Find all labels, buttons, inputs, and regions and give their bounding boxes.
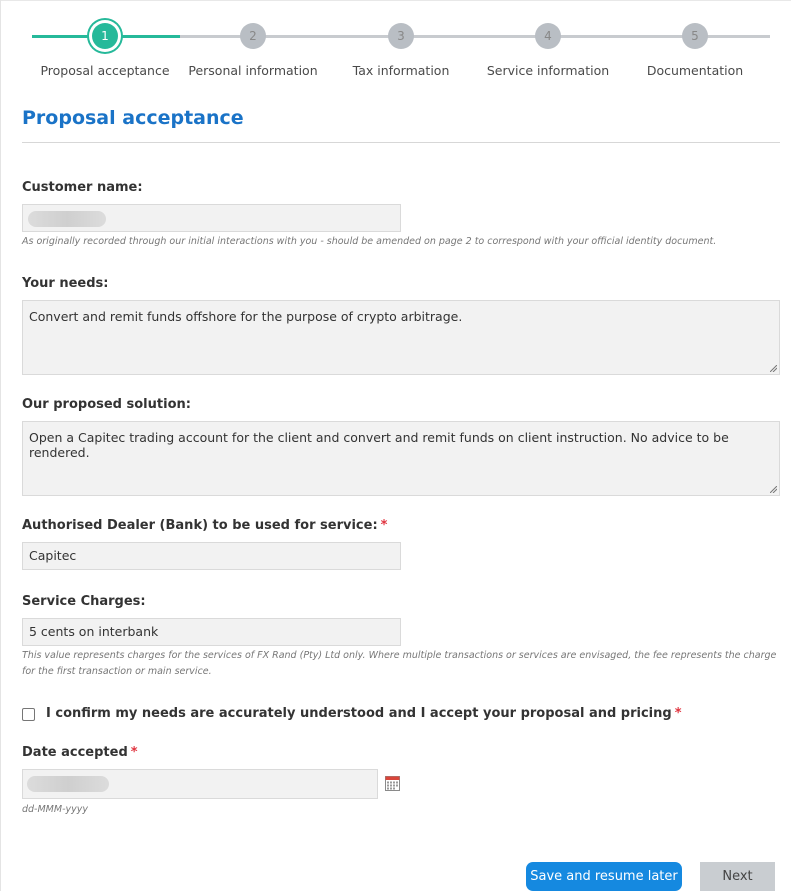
step-number-badge: 3	[388, 23, 414, 49]
service-charges-hint-line1: This value represents charges for the services of FX Rand (Pty) Ltd only. Where multiple transactions or services are envisaged, the fee represents the charge	[22, 650, 777, 661]
page-left-border	[0, 0, 1, 891]
authorised-dealer-label-text: Authorised Dealer (Bank) to be used for service:	[22, 518, 378, 533]
customer-name-field[interactable]	[22, 204, 401, 232]
date-format-hint: dd-MMM-yyyy	[22, 804, 88, 815]
authorised-dealer-value: Capitec	[29, 548, 77, 563]
step-label: Documentation	[646, 63, 744, 78]
step-label: Tax information	[352, 63, 450, 78]
title-divider	[22, 142, 780, 143]
step-label: Personal information	[188, 63, 318, 78]
authorised-dealer-field[interactable]	[22, 542, 401, 570]
next-button[interactable]: Next	[700, 862, 775, 891]
service-charges-field[interactable]	[22, 618, 401, 646]
step-number-badge: 4	[535, 23, 561, 49]
authorised-dealer-label	[22, 518, 387, 533]
service-charges-hint-line2: for the first transaction or main service.	[22, 666, 212, 677]
required-asterisk: *	[674, 706, 682, 721]
your-needs-value: Convert and remit funds offshore for the purpose of crypto arbitrage.	[29, 309, 463, 324]
service-charges-hint	[22, 648, 776, 680]
progress-stepper	[0, 0, 792, 90]
calendar-icon[interactable]	[385, 776, 400, 791]
required-asterisk: *	[130, 745, 138, 760]
confirm-label-text: I confirm my needs are accurately understood and I accept your proposal and pricing	[46, 706, 672, 721]
resize-grip-icon[interactable]	[770, 365, 777, 372]
step-tax-information[interactable]	[326, 0, 476, 90]
page-title: Proposal acceptance	[22, 107, 244, 129]
step-proposal-acceptance[interactable]	[30, 0, 180, 90]
step-label: Service information	[486, 63, 610, 78]
save-and-resume-button[interactable]: Save and resume later	[526, 862, 682, 891]
proposed-solution-textarea[interactable]	[22, 421, 780, 496]
redacted-date-blur	[27, 776, 109, 792]
confirm-label[interactable]	[46, 706, 682, 721]
step-label: Proposal acceptance	[40, 63, 170, 78]
step-number-badge: 1	[92, 23, 118, 49]
resize-grip-icon[interactable]	[770, 486, 777, 493]
your-needs-textarea[interactable]	[22, 300, 780, 375]
step-documentation[interactable]	[620, 0, 770, 90]
date-accepted-field[interactable]	[22, 769, 378, 799]
customer-name-hint: As originally recorded through our initial interactions with you - should be amended on page 2 to correspond with your official identity document.	[22, 236, 717, 247]
proposed-solution-value: Open a Capitec trading account for the client and convert and remit funds on client instruction. No advice to be rendered.	[29, 430, 729, 460]
step-personal-information[interactable]	[178, 0, 328, 90]
date-accepted-label-text: Date accepted	[22, 745, 128, 760]
step-number-badge: 5	[682, 23, 708, 49]
service-charges-value: 5 cents on interbank	[29, 624, 159, 639]
date-accepted-label	[22, 745, 138, 760]
confirm-checkbox[interactable]	[22, 708, 35, 721]
service-charges-label: Service Charges:	[22, 594, 146, 609]
your-needs-label: Your needs:	[22, 276, 109, 291]
step-service-information[interactable]	[473, 0, 623, 90]
customer-name-label: Customer name:	[22, 180, 143, 195]
step-number-badge: 2	[240, 23, 266, 49]
proposed-solution-label: Our proposed solution:	[22, 397, 191, 412]
required-asterisk: *	[380, 518, 388, 533]
redacted-name-blur	[28, 211, 106, 227]
